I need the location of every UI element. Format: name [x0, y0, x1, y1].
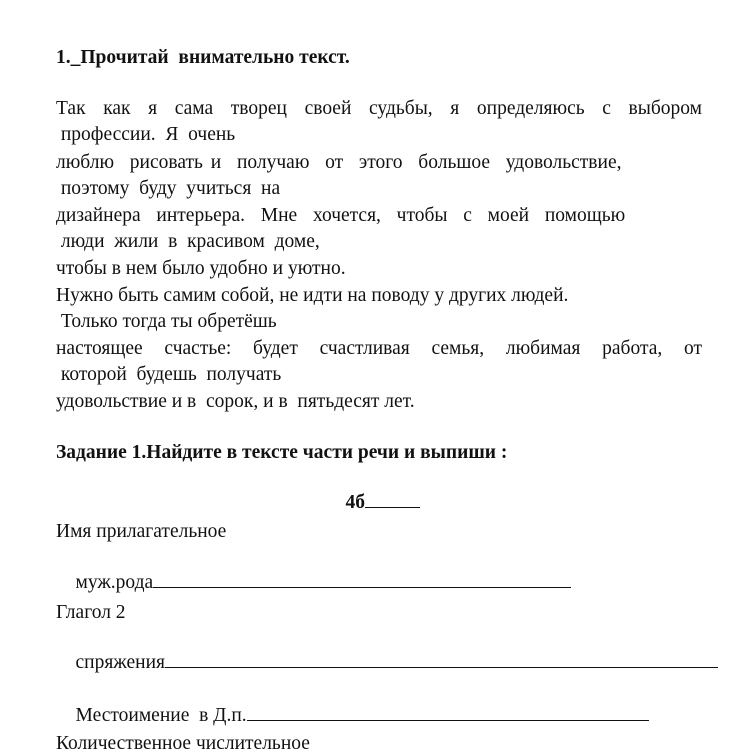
item-sublabel: муж.рода	[75, 572, 154, 593]
paragraph-line: люблю рисовать и получаю от этого большое удовольствие,	[56, 152, 622, 173]
paragraph-line: профессии. Я очень	[56, 124, 236, 145]
exercise-title: 1._Прочитай внимательно текст.	[56, 47, 350, 68]
answer-blank-adjective[interactable]	[153, 570, 571, 588]
item-label: Местоимение в Д.п.	[75, 705, 247, 726]
answer-blank-verb[interactable]	[165, 650, 718, 668]
paragraph-line: удовольствие и в сорок, и в пятьдесят лет.	[56, 391, 415, 412]
item-label: Глагол 2	[56, 602, 126, 623]
paragraph-line: поэтому буду учиться на	[56, 178, 281, 199]
paragraph-line: Нужно быть самим собой, не идти на поводу у других людей.	[56, 285, 569, 306]
answer-blank-pronoun[interactable]	[247, 703, 649, 721]
task-points	[326, 468, 420, 536]
item-answer-row	[56, 548, 571, 616]
paragraph-line: чтобы в нем было удобно и уютно.	[56, 258, 346, 279]
paragraph-line: настоящее счастье: будет счастливая семья, любимая работа, от	[56, 338, 702, 359]
item-label: Количественное числительное	[56, 733, 310, 754]
points-value: 4б	[345, 492, 365, 513]
paragraph-line: которой будешь получать	[56, 364, 282, 385]
paragraph-line: дизайнера интерьера. Мне хочется, чтобы с моей помощью	[56, 205, 626, 226]
paragraph-line: люди жили в красивом доме,	[56, 231, 320, 252]
item-sublabel: спряжения	[75, 652, 166, 673]
points-blank[interactable]	[365, 490, 420, 508]
item-label: Имя прилагательное	[56, 521, 227, 542]
task-heading: Задание 1.Найдите в тексте части речи и выпиши :	[56, 442, 508, 463]
paragraph-line: Только тогда ты обретёшь	[56, 311, 277, 332]
paragraph-line: Так как я сама творец своей судьбы, я определяюсь с выбором	[56, 98, 702, 119]
